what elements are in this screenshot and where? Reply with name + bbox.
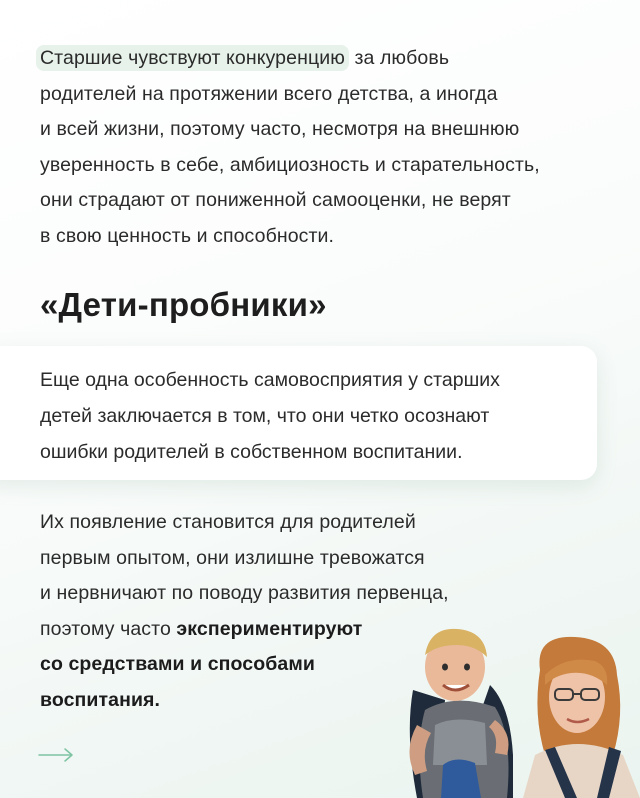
intro-paragraph xyxy=(40,41,630,254)
parent-child-photo xyxy=(395,615,640,798)
body-line2: первым опытом, они излишне тревожатся xyxy=(40,546,425,569)
intro-line3: и всей жизни, поэтому часто, несмотря на внешнюю xyxy=(40,118,520,140)
body-line5-bold: со средствами и способами xyxy=(40,653,315,675)
intro-line6: в свою ценность и способности. xyxy=(40,224,335,247)
highlighted-phrase: Старшие чувствуют конкуренцию xyxy=(36,45,349,71)
card-text xyxy=(40,362,590,470)
body-line4-bold: экспериментируют xyxy=(176,617,363,640)
intro-line2: родителей на протяжении всего детства, а иногда xyxy=(40,82,498,105)
card-line1: Еще одна особенность самовосприятия у старших xyxy=(40,369,500,391)
arrow-right-icon[interactable] xyxy=(38,746,74,764)
body-line1: Их появление становится для родителей xyxy=(40,511,416,533)
body-line4-plain: поэтому часто xyxy=(40,617,177,640)
body-line3: и нервничают по поводу развития первенца, xyxy=(40,582,449,604)
photo-illustration xyxy=(395,615,640,798)
intro-line1-rest: за любовь xyxy=(348,47,450,69)
card-line2: детей заключается в том, что они четко осознают xyxy=(40,405,490,427)
intro-line5: они страдают от пониженной самооценки, не верят xyxy=(40,189,511,211)
info-card xyxy=(0,346,597,480)
section-heading: «Дети-пробники» xyxy=(40,286,327,323)
card-line3: ошибки родителей в собственном воспитании. xyxy=(40,441,463,463)
intro-line4: уверенность в себе, амбициозность и старательность, xyxy=(40,153,540,176)
body-line6-bold: воспитания. xyxy=(40,688,161,711)
